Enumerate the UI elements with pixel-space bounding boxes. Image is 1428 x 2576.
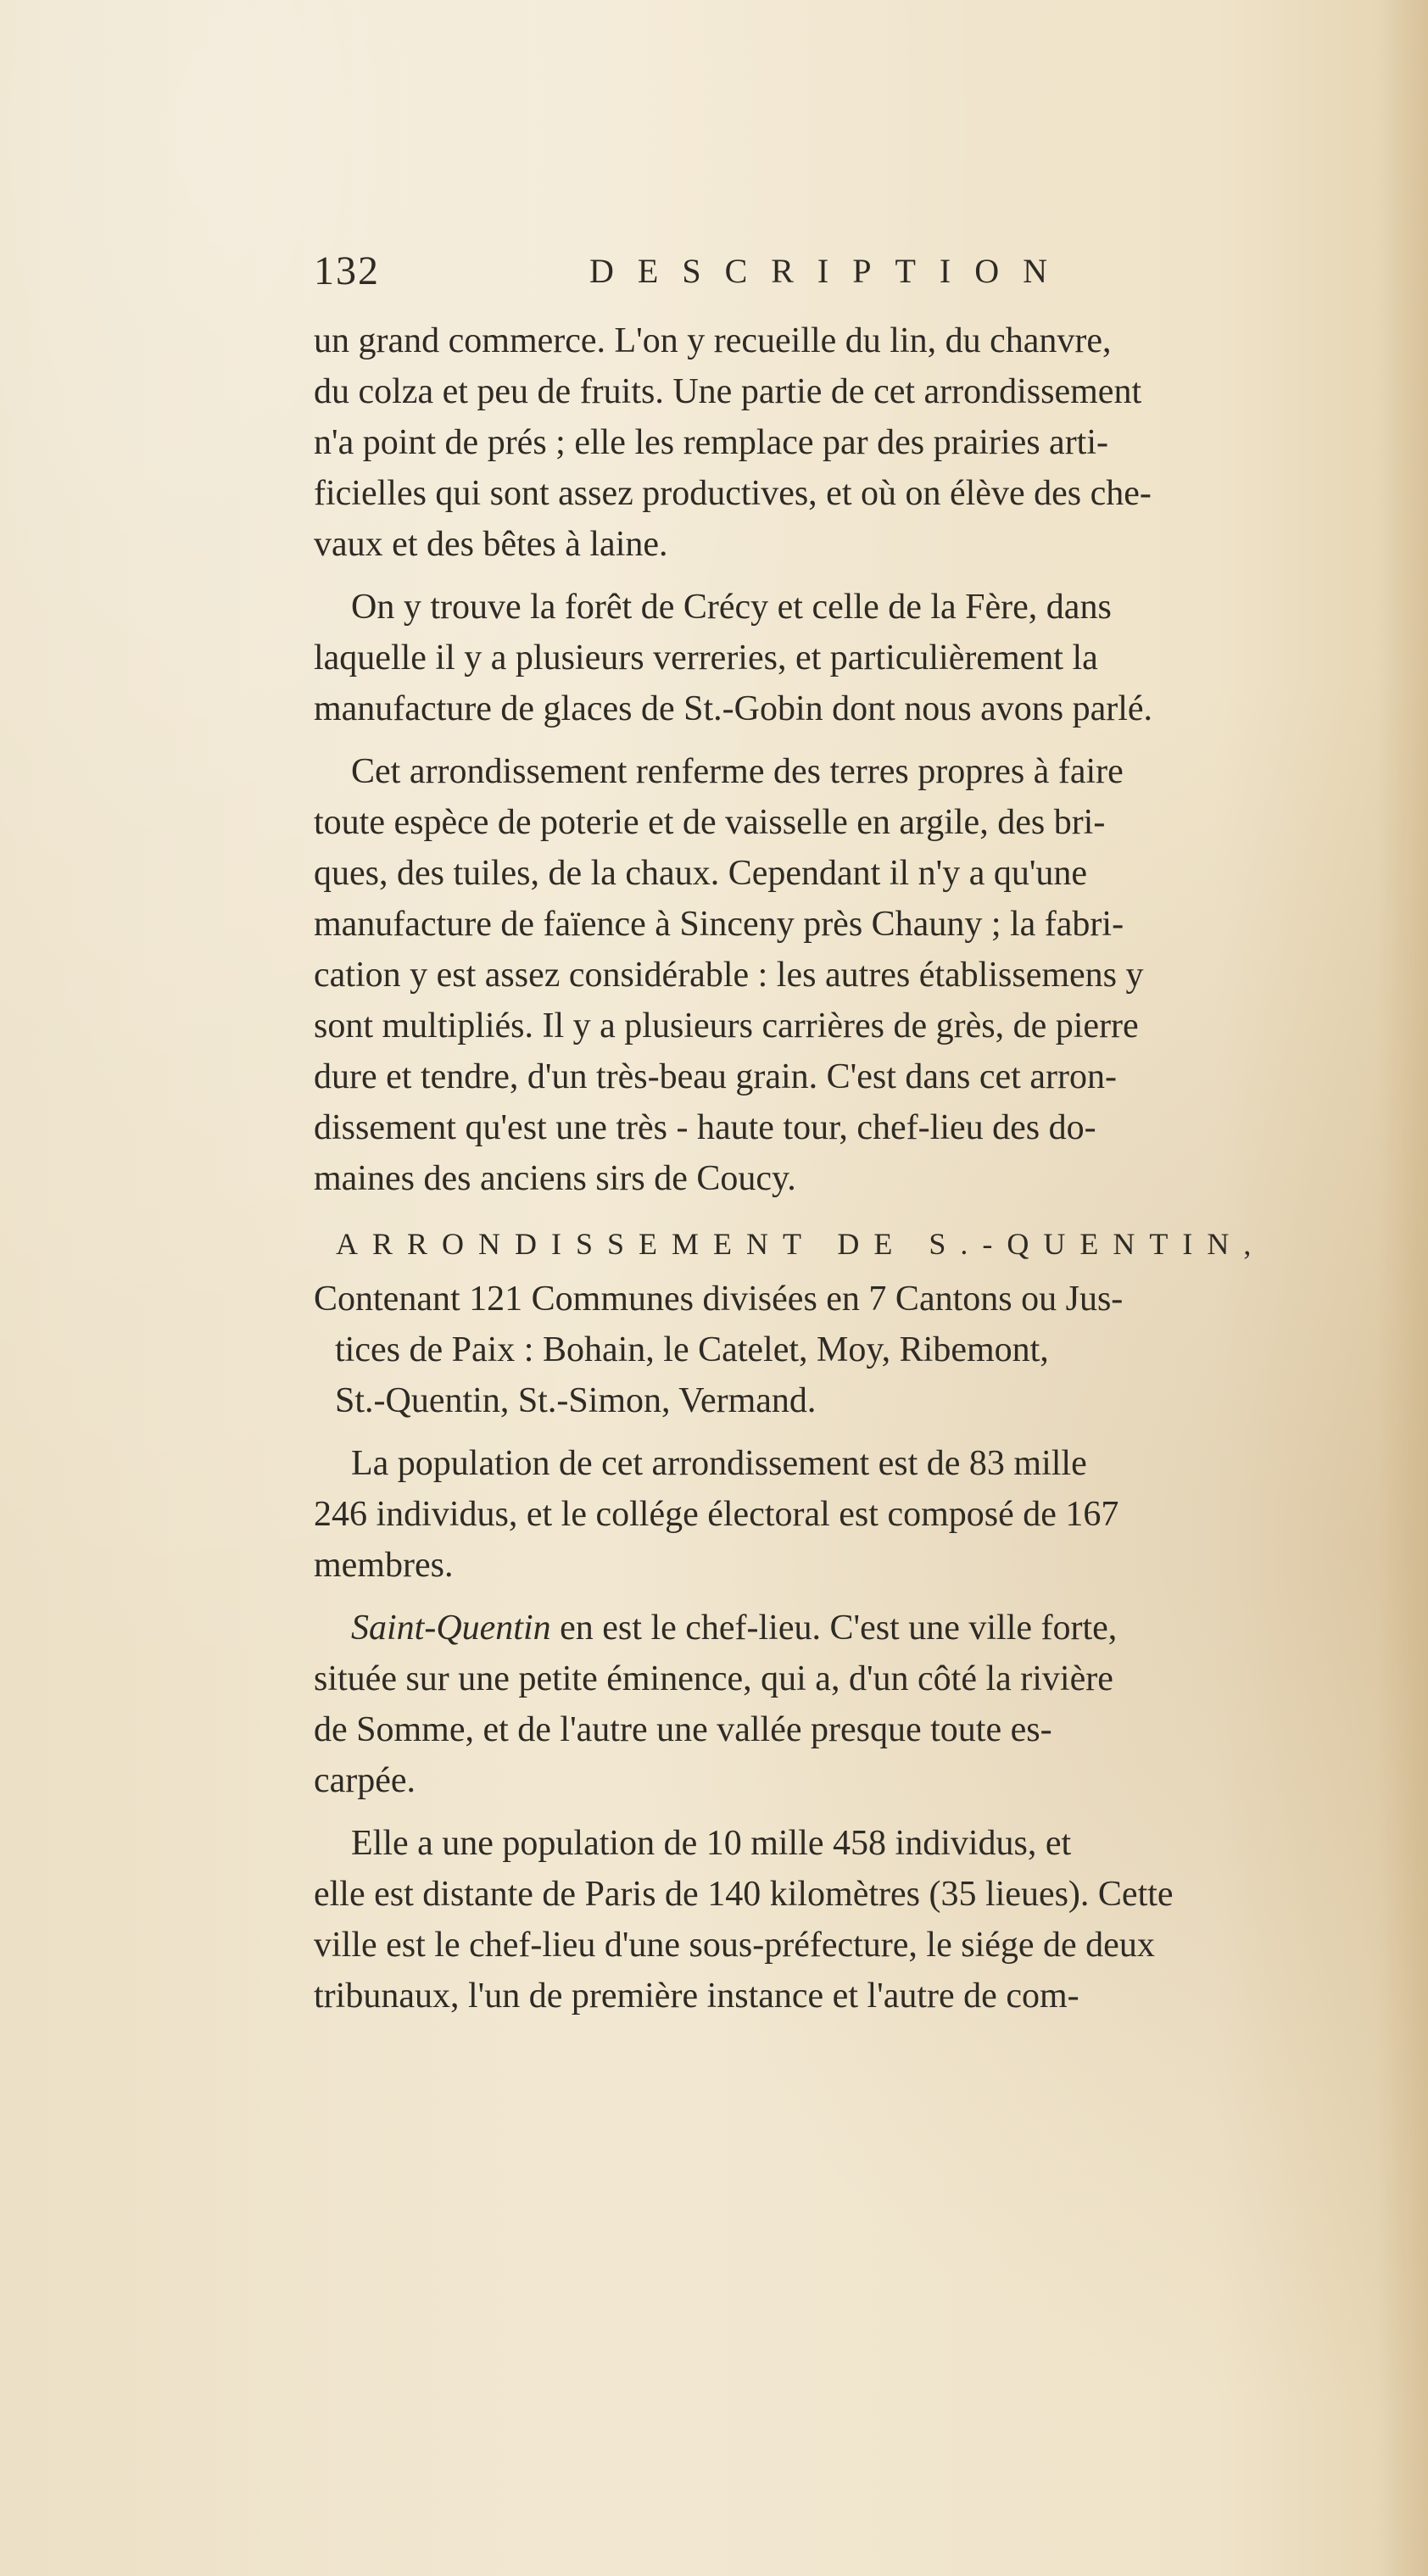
text-line: cation y est assez considérable : les autres établissemens y	[314, 956, 1144, 995]
text-line: ques, des tuiles, de la chaux. Cependant il n'y a qu'une	[314, 854, 1088, 893]
text-line: Contenant 121 Communes divisées en 7 Cantons ou Jus-	[314, 1280, 1124, 1319]
paragraph-6	[314, 1818, 1416, 2021]
text-line: Elle a une population de 10 mille 458 individus, et	[351, 1824, 1072, 1863]
paragraph-5	[314, 1603, 1416, 1806]
italic-place-name: Saint-Quentin	[351, 1609, 551, 1648]
text-line: dure et tendre, d'un très-beau grain. C'est dans cet arron-	[314, 1057, 1117, 1096]
text-line: située sur une petite éminence, qui a, d'un côté la rivière	[314, 1659, 1113, 1698]
text-line: laquelle il y a plusieurs verreries, et particulièrement la	[314, 638, 1098, 677]
text-line: de Somme, et de l'autre une vallée presque toute es-	[314, 1710, 1052, 1749]
text-line: 246 individus, et le collége électoral est composé de 167	[314, 1495, 1119, 1534]
section-title: ARRONDISSEMENT DE S.-QUENTIN,	[336, 1227, 1266, 1261]
text-line: du colza et peu de fruits. Une partie de cet arrondissement	[314, 372, 1142, 411]
text-line: manufacture de faïence à Sinceny près Chauny ; la fabri-	[314, 905, 1124, 944]
text-line: un grand commerce. L'on y recueille du lin, du chanvre,	[314, 321, 1112, 360]
text-line: membres.	[314, 1546, 454, 1585]
text-line: n'a point de prés ; elle les remplace par des prairies arti-	[314, 423, 1109, 462]
paragraph-4	[314, 1438, 1416, 1591]
paragraph-2	[314, 582, 1416, 734]
paragraph-3	[314, 746, 1416, 1204]
text-line: On y trouve la forêt de Crécy et celle de la Fère, dans	[351, 588, 1112, 627]
page-header	[314, 248, 1162, 315]
text-line: elle est distante de Paris de 140 kilomètres (35 lieues). Cette	[314, 1875, 1174, 1914]
text-line: maines des anciens sirs de Coucy.	[314, 1159, 796, 1198]
page-number: 132	[314, 248, 380, 293]
section-intro	[314, 1274, 1416, 1426]
text-line: La population de cet arrondissement est de 83 mille	[351, 1444, 1087, 1483]
text-line: sont multipliés. Il y a plusieurs carrières de grès, de pierre	[314, 1006, 1139, 1045]
text-line: vaux et des bêtes à laine.	[314, 525, 668, 564]
text-segment: en est le chef-lieu. C'est une ville forte,	[550, 1609, 1118, 1648]
text-line: carpée.	[314, 1761, 416, 1800]
paragraph-1	[314, 315, 1416, 570]
text-line: toute espèce de poterie et de vaisselle en argile, des bri-	[314, 803, 1106, 842]
text-block	[314, 315, 1416, 2021]
text-line: dissement qu'est une très - haute tour, chef-lieu des do-	[314, 1108, 1096, 1147]
text-line	[314, 1603, 1416, 1653]
running-head: DESCRIPTION	[589, 252, 1072, 290]
text-line: ville est le chef-lieu d'une sous-préfecture, le siége de deux	[314, 1926, 1155, 1965]
text-line: manufacture de glaces de St.-Gobin dont nous avons parlé.	[314, 689, 1153, 728]
text-line: ficielles qui sont assez productives, et où on élève des che-	[314, 474, 1152, 513]
text-line: St.-Quentin, St.-Simon, Vermand.	[335, 1381, 817, 1420]
text-line: tices de Paix : Bohain, le Catelet, Moy, Ribemont,	[335, 1330, 1049, 1369]
text-line: Cet arrondissement renferme des terres propres à faire	[351, 752, 1124, 791]
text-line: tribunaux, l'un de première instance et l'autre de com-	[314, 1977, 1079, 2016]
